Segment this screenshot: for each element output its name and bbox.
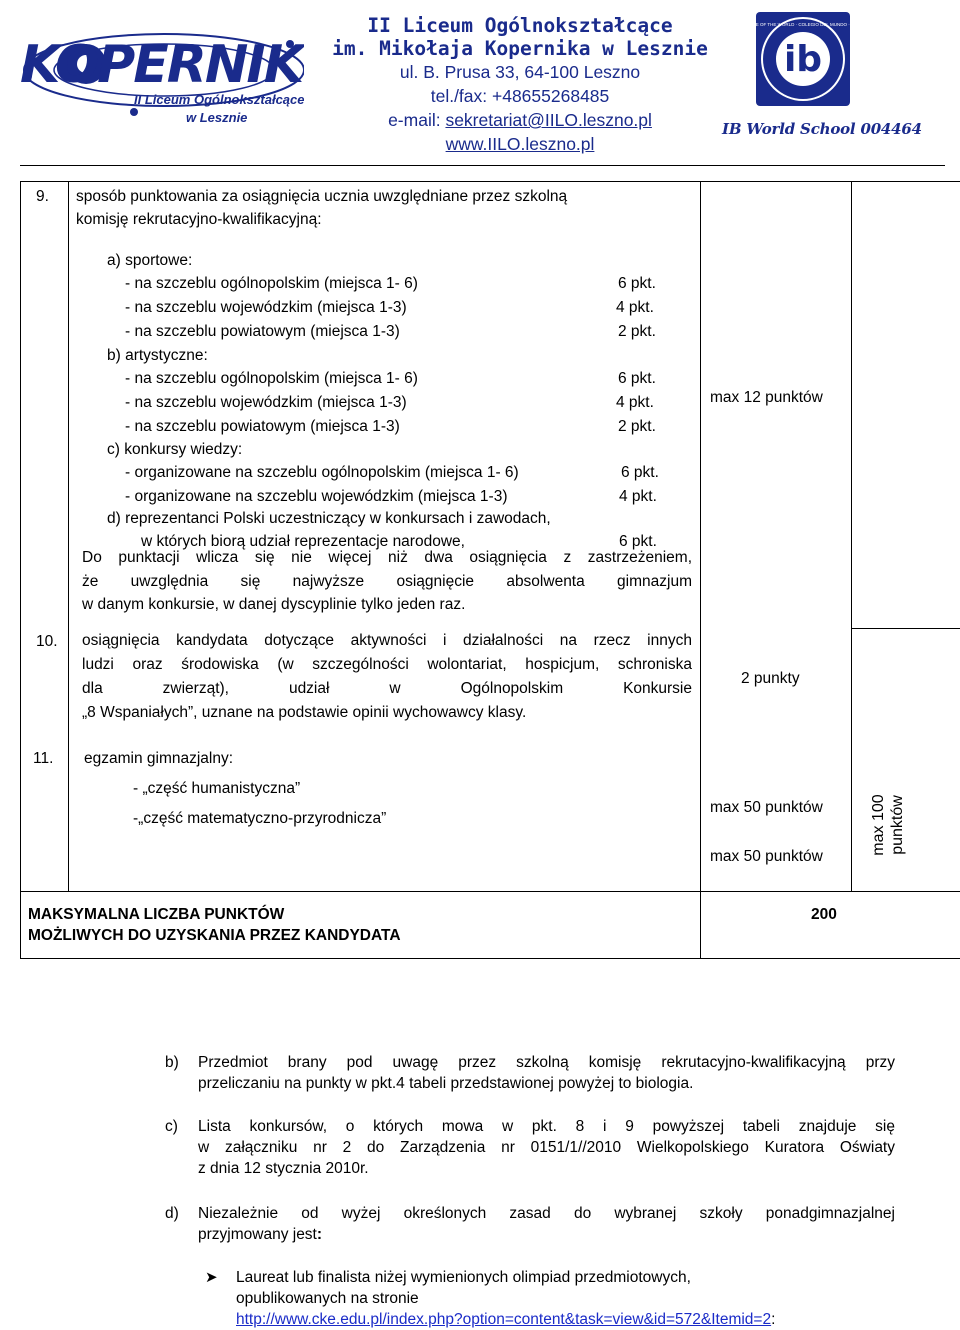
note-line: w załączniku nr 2 do Zarządzenia nr 0151/1//2010 Wielkopolskiego Kuratora Oświaty	[198, 1139, 895, 1156]
exam-total-rotated: max 100 punktów	[870, 794, 906, 856]
note-line: w danym konkursie, w danej dyscyplinie tylko jeden raz.	[82, 596, 466, 613]
note-line: Do punktacji wlicza się nie więcej niż dwa osiągnięcia z zastrzeżeniem,	[82, 549, 692, 566]
section-b-label: b) artystyczne:	[107, 347, 208, 364]
exam-part-humanities: - „część humanistyczna”	[133, 780, 301, 797]
row-title-line2: komisję rekrutacyjno-kwalifikacyjną:	[76, 211, 322, 228]
logo-subtitle-1: II Liceum Ogólnokształcące	[134, 92, 304, 107]
max-points-math-science: max 50 punktów	[710, 848, 823, 865]
bullet-line2: opublikowanych na stronie	[236, 1290, 419, 1307]
row-line: dla zwierząt), udział w Ogólnopolskim Konkursie	[82, 680, 692, 697]
list-item: - na szczeblu powiatowym (miejsca 1-3)	[125, 418, 400, 435]
list-item: - na szczeblu ogólnopolskim (miejsca 1- 6)	[125, 370, 418, 387]
bullet-suffix: :	[771, 1311, 776, 1328]
row-number: 11.	[33, 750, 54, 767]
ib-logo	[738, 10, 868, 120]
counting-rule-note	[82, 546, 692, 617]
note-line: Przedmiot brany pod uwagę przez szkolną komisję rekrutacyjno-kwalifikacyjną przy	[198, 1054, 895, 1071]
email-prefix: e-mail:	[388, 110, 446, 130]
list-item: - na szczeblu wojewódzkim (miejsca 1-3)	[125, 394, 407, 411]
list-item: - na szczeblu wojewódzkim (miejsca 1-3)	[125, 299, 407, 316]
points-value: 6 pkt.	[619, 533, 657, 550]
points-value: 2 pkt.	[618, 323, 656, 340]
logo-text: KOPERNIK	[20, 35, 303, 95]
note-line: przyjmowany jest	[198, 1226, 317, 1243]
row-max-points: 2 punkty	[741, 670, 800, 687]
max-points-humanities: max 50 punktów	[710, 799, 823, 816]
total-label-line2: MOŻLIWYCH DO UZYSKANIA PRZEZ KANDYDATA	[28, 927, 401, 944]
points-value: 6 pkt.	[618, 275, 656, 292]
logo-subtitle-2: w Lesznie	[186, 110, 248, 125]
section-a-label: a) sportowe:	[107, 252, 193, 269]
website-link[interactable]: www.IILO.leszno.pl	[445, 134, 595, 154]
school-phone: tel./fax: +48655268485	[430, 86, 610, 106]
kopernik-logo	[14, 12, 304, 130]
school-address: ul. B. Prusa 33, 64-100 Leszno	[399, 62, 641, 82]
ib-caption: IB World School 004464	[722, 120, 922, 138]
school-name-line2: im. Mikołaja Kopernika w Lesznie	[332, 37, 708, 60]
points-value: 4 pkt.	[616, 299, 654, 316]
section-d-line1: d) reprezentanci Polski uczestniczący w konkursach i zawodach,	[107, 510, 551, 527]
cke-link[interactable]: http://www.cke.edu.pl/index.php?option=content&task=view&id=572&Itemid=2	[236, 1311, 772, 1328]
ib-logo-text: ib	[783, 39, 823, 80]
list-item: - na szczeblu powiatowym (miejsca 1-3)	[125, 323, 400, 340]
row-number: 9.	[36, 188, 49, 205]
note-line: Niezależnie od wyżej określonych zasad do wybranej szkoły ponadgimnazjalnej	[198, 1205, 895, 1222]
exam-part-math-science: -„część matematyczno-przyrodnicza”	[133, 810, 387, 827]
list-item: - organizowane na szczeblu ogólnopolskim (miejsca 1- 6)	[125, 464, 519, 481]
total-label-line1: MAKSYMALNA LICZBA PUNKTÓW	[28, 906, 285, 923]
bullet-line1: Laureat lub finalista niżej wymienionych olimpiad przedmiotowych,	[236, 1269, 691, 1286]
note-line: przeliczaniu na punkty w pkt.4 tabeli przedstawionej powyżej to biologia.	[198, 1075, 694, 1092]
header-divider	[20, 165, 945, 166]
total-value: 200	[811, 906, 837, 923]
school-email-row	[310, 108, 730, 132]
points-value: 2 pkt.	[618, 418, 656, 435]
list-item: - organizowane na szczeblu wojewódzkim (miejsca 1-3)	[125, 488, 508, 505]
row-description	[82, 629, 692, 725]
note-label: c)	[165, 1118, 178, 1135]
arrow-bullet-icon: ➤	[205, 1268, 218, 1286]
row-line: ludzi oraz środowiska (w szczególności wolontariat, hospicjum, schroniska	[82, 656, 692, 673]
note-line: z dnia 12 stycznia 2010r.	[198, 1160, 369, 1177]
email-link[interactable]: sekretariat@IILO.leszno.pl	[445, 110, 652, 130]
points-value: 6 pkt.	[621, 464, 659, 481]
points-value: 4 pkt.	[616, 394, 654, 411]
row-number: 10.	[36, 633, 58, 650]
note-label: b)	[165, 1054, 179, 1071]
points-value: 4 pkt.	[619, 488, 657, 505]
row-line: „8 Wspaniałych”, uznane na podstawie opinii wychowawcy klasy.	[82, 704, 527, 721]
section-c-label: c) konkursy wiedzy:	[107, 441, 243, 458]
note-line: Lista konkursów, o których mowa w pkt. 8 i 9 powyższej tabeli znajduje się	[198, 1118, 895, 1135]
row-line: osiągnięcia kandydata dotyczące aktywności i działalności na rzecz innych	[82, 632, 692, 649]
ib-ring-text: COLLEGE OF THE WORLD · COLEGIO DEL MUNDO · SONOW	[738, 22, 868, 27]
note-line: że uwzględnia się najwyższe osiągnięcie absolwenta gimnazjum	[82, 572, 692, 590]
row-title-line1: sposób punktowania za osiągnięcia ucznia uwzględniane przez szkolną	[76, 188, 568, 205]
school-info	[310, 14, 730, 156]
points-value: 6 pkt.	[618, 370, 656, 387]
note-label: d)	[165, 1205, 179, 1222]
list-item: - na szczeblu ogólnopolskim (miejsca 1- 6)	[125, 275, 418, 292]
note-colon: :	[316, 1226, 323, 1243]
school-name-line1: II Liceum Ogólnokształcące	[367, 14, 673, 37]
section-d-line2: w których biorą udział reprezentacje narodowe,	[141, 533, 465, 550]
row-title: egzamin gimnazjalny:	[84, 750, 234, 767]
row-max-points: max 12 punktów	[710, 389, 823, 406]
